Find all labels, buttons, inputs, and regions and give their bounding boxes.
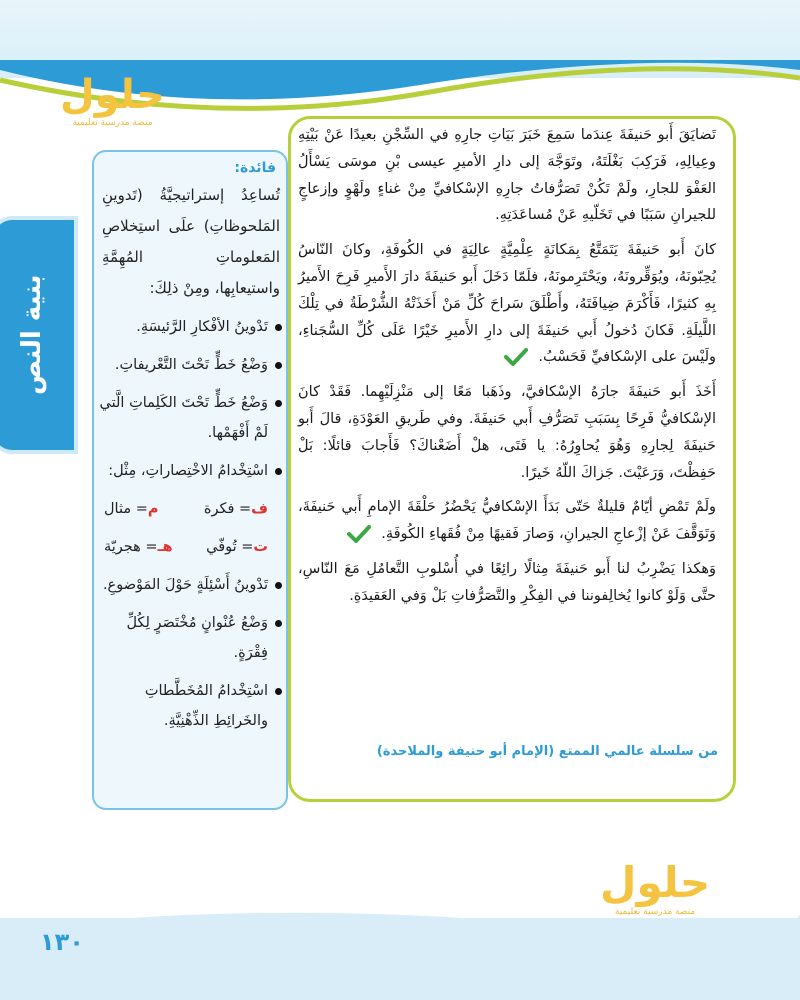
paragraph-4: ولَمْ تَمْضِ أيّامٌ قليلةٌ حَتّى بَدَأَ الإسْكافيُّ يَحْضُرُ حَلْقَةَ الإمامِ أَبي حَنيفَةَ، وَتَوَقَّفَ عَنْ إزْعاجِ الجيرانِ، وَصارَ فَقيهًا مِنْ فُقَهاءِ الكُوفَةِ.: [298, 499, 716, 543]
bullet-icon: [275, 362, 282, 369]
benefit-box: [92, 150, 288, 810]
check-icon: [504, 348, 528, 366]
bottom-band: [0, 918, 800, 1000]
abbr-value: هجريّة: [104, 539, 141, 555]
logo-top: حلول منصة مدرسية تعليمية: [60, 72, 165, 128]
paragraph-1: تَضايَقَ أَبو حَنيفَةَ عِندَما سَمِعَ خَبَرَ بَيَاتِ جارِهِ في السِّجْنِ بعيدًا عَنْ بَيْتِهِ وعِيالِهِ، فَرَكِبَ بَغْلَتَهُ، وتَوَجَّهَ إلى دارِ الأميرِ عيسى بْنِ موسَى يَسْأَلُ العَفْوَ للجارِ، ولَمْ تَكُنْ تَصَرُّفاتُ جارِهِ الإسْكافيِّ مِنْ غناءٍ ولَهْوٍ وإزعاجٍ للجيرانِ سَبَبًا في تَخَلّيهِ عَنْ مُساعَدَتِهِ.: [298, 127, 716, 224]
bullet-icon: [275, 688, 282, 695]
list-item: وَضْعُ خَطٍّ تَحْتَ الكَلِماتِ الَّتي لَمْ أَفْهَمْها.: [98, 388, 282, 448]
abbr-key: هـ: [157, 539, 173, 555]
bullet-icon: [275, 620, 282, 627]
paragraph-3: أَخَذَ أَبو حَنيفَةَ جارَهُ الإسْكافيَّ، وذَهَبا مَعًا إلى مَنْزِلَيْهِما. فَقَدْ كانَ الإسْكافيُّ فَرِحًا بِسَبَبِ تَصَرُّفِ أَبي حَنيفَةَ. وفي طَريقِ العَوْدَةِ، قالَ أَبو حَنيفَةَ لِجارِهِ وَهُوَ يُحاوِرُهُ: يا فَتَى، هلْ أَضَعْناكَ؟ فَأَجابَ قائلًا: بَلْ حَفِظْتَ، وَرَعَيْتَ. جَزاكَ اللّهُ خَيرًا.: [298, 384, 716, 481]
bullet-icon: [275, 468, 282, 475]
abbr-key: ت: [253, 539, 268, 555]
list-item: اسْتِخْدامُ الاخْتِصاراتِ، مِثْل:: [98, 456, 282, 486]
check-icon: [347, 525, 371, 543]
bullet-icon: [275, 400, 282, 407]
abbr-key: ف: [251, 501, 268, 517]
benefit-list: [98, 312, 282, 744]
list-item: تَدْوينُ الأفْكارِ الرَّئيسَةِ.: [98, 312, 282, 342]
page-number: ١٣٠: [40, 928, 84, 956]
paragraph-5: وَهكذا يَضْرِبُ لنا أَبو حَنيفَةَ مِثالًا رائِعًا في أُسْلوبِ التَّعامُلِ مَعَ النّاسِ، حتَّى وَلَوْ كانوا يُخالِفوننا في الفِكْرِ والتَّصَرُّفاتِ بَلْ وَفي العَقيدَةِ.: [298, 560, 716, 604]
abbr-key: م: [147, 501, 159, 517]
logo-tagline: منصة مدرسية تعليمية: [615, 907, 696, 917]
side-tab-label: بنية النص: [17, 274, 47, 396]
bullet-icon: [275, 324, 282, 331]
benefit-title: فائدة:: [234, 160, 276, 176]
benefit-intro: تُساعِدُ إستراتيجيَّةُ (تَدوينِ المَلحوظاتِ) علَى استِخلاصِ المَعلوماتِ المُهِمَّةِ واستيعابِها، ومِنْ ذلِكَ:: [102, 186, 280, 297]
logo-tagline: منصة مدرسية تعليمية: [72, 118, 153, 128]
paragraph-2: كانَ أَبو حَنيفَةَ يَتَمَتَّعُ بِمَكانَةٍ عِلْمِيَّةٍ عالِيَةٍ في الكُوفَةِ، وكانَ النّاسُ يُحِبّونَهُ، ويُوَقِّرونَهُ، ويَحْتَرِمونَهُ، فلَمّا دَخَلَ أَبو حَنيفَةَ دارَ الأَميرِ فَرِحَ الأَميرُ بِهِ كثيرًا، فَأَكْرَمَ ضِيافَتَهُ، وأَطْلَقَ سَراحَ كُلِّ مَنْ أَخَذَتْهُ الشُّرْطَةُ في تِلْكَ اللَّيلَةِ. فَكانَ دُخولُ أَبي حَنيفَةَ إلى دارِ الأَميرِ خَيْرًا عَلَى كُلِّ السُّجَناءِ، ولَيْسَ على الإسْكافيِّ فَحَسْبُ.: [298, 242, 716, 366]
abbr-value: فكرة: [203, 501, 235, 517]
list-item: وَضْعُ عُنْوانٍ مُخْتَصَرٍ لِكُلِّ فِقْرَةٍ.: [98, 608, 282, 668]
abbr-value: تُوفّي: [206, 539, 237, 555]
list-item: وَضْعُ خَطٍّ تَحْتَ التَّعْريفاتِ.: [98, 350, 282, 380]
list-item: تَدْوينُ أَسْئِلَةٍ حَوْلَ المَوْضوعِ.: [98, 570, 282, 600]
list-item: اسْتِخْدامُ المُخَطَّطاتِ والخَرائِطِ الذِّهْنِيَّةِ.: [98, 676, 282, 736]
logo-bottom: حلول منصة مدرسية تعليمية: [600, 858, 711, 917]
bullet-icon: [275, 582, 282, 589]
story-text: [298, 122, 716, 618]
abbreviation-row: ف= فكرة م= مثال: [104, 501, 268, 517]
source-citation: من سلسلة عالمي الممتع (الإمام أبو حنيفة والملاحدة): [376, 744, 718, 759]
abbreviation-row: ت= تُوفّي هـ= هجريّة: [104, 539, 268, 555]
abbr-value: مثال: [104, 501, 132, 517]
side-tab: [0, 220, 74, 450]
